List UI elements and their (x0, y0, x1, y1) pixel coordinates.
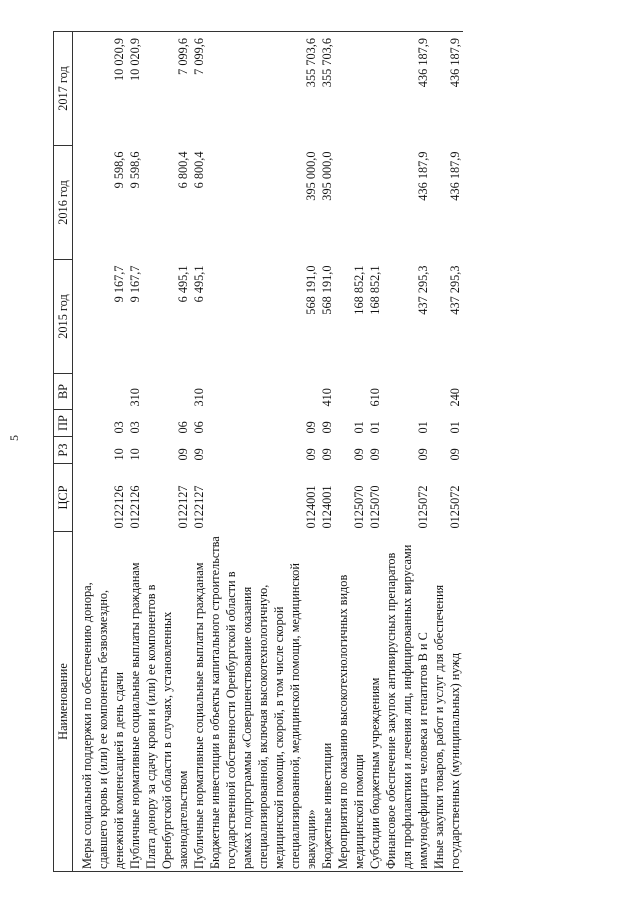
header-2015: 2015 год (54, 260, 73, 374)
cell-csr: 0125072 (416, 485, 430, 529)
cell-name: Финансовое обеспечение закупок антивирусных препаратов для профилактики и лечения лиц, инфицированных вирусами иммунодефицита человека и гепатитов В и С (383, 532, 431, 872)
cell-y2017: 10 020,9 (79, 32, 127, 146)
table-row (319, 32, 335, 872)
cell-y2017: 7 099,6 (191, 32, 207, 146)
cell-y2015: 437 295,3 (416, 265, 430, 315)
cell-rz: 09 (304, 448, 318, 461)
cell-y2015: 168 852,1 (352, 265, 366, 315)
cell-pr: 06 (192, 421, 206, 434)
table-row (431, 32, 463, 872)
cell-rz: 10 (128, 448, 142, 461)
cell-vr: 310 (192, 388, 206, 407)
cell-vr: 240 (448, 388, 462, 407)
header-2017: 2017 год (54, 32, 73, 146)
table-row (127, 32, 143, 872)
cell-y2016: 436 187,9 (416, 151, 430, 201)
cell-y2017: 355 703,6 (319, 32, 335, 146)
cell-y2016: 9 598,6 (112, 151, 126, 189)
cell-y2016: 9 598,6 (128, 151, 142, 189)
cell-csr: 0122127 (192, 485, 206, 529)
cell-y2015: 6 495,1 (192, 265, 206, 303)
cell-y2016 (367, 146, 383, 260)
table-row (79, 32, 127, 872)
cell-vr (335, 374, 367, 410)
cell-y2017: 10 020,9 (127, 32, 143, 146)
cell-name: Публичные нормативные социальные выплаты гражданам (191, 532, 207, 872)
cell-vr: 310 (128, 388, 142, 407)
cell-name: Субсидии бюджетным учреждениям (367, 532, 383, 872)
cell-pr: 03 (128, 421, 142, 434)
cell-vr (79, 374, 127, 410)
header-2016: 2016 год (54, 146, 73, 260)
cell-pr: 01 (352, 421, 366, 434)
cell-rz: 09 (368, 448, 382, 461)
table-row (367, 32, 383, 872)
cell-y2017 (367, 32, 383, 146)
cell-y2016: 395 000,0 (320, 151, 334, 201)
cell-csr: 0124001 (304, 485, 318, 529)
cell-y2016 (335, 146, 367, 260)
cell-pr: 06 (176, 421, 190, 434)
cell-name: Публичные нормативные социальные выплаты гражданам (127, 532, 143, 872)
cell-vr (383, 374, 431, 410)
cell-pr: 03 (112, 421, 126, 434)
cell-y2015: 568 191,0 (320, 265, 334, 315)
budget-table (53, 32, 625, 872)
cell-name: Бюджетные инвестиции (319, 532, 335, 872)
cell-rz: 09 (352, 448, 366, 461)
page-number: 5 (7, 435, 21, 441)
table-row (335, 32, 367, 872)
cell-vr (143, 374, 191, 410)
header-vr: ВР (54, 374, 73, 410)
table-row (383, 32, 431, 872)
cell-y2016: 6 800,4 (176, 151, 190, 189)
cell-vr: 410 (320, 388, 334, 407)
cell-rz: 09 (320, 448, 334, 461)
header-csr: ЦСР (54, 464, 73, 532)
cell-y2015: 437 295,3 (448, 265, 462, 315)
cell-y2016: 6 800,4 (192, 151, 206, 189)
header-name: Наименование (54, 532, 73, 872)
cell-pr: 09 (304, 421, 318, 434)
cell-csr: 0124001 (320, 485, 334, 529)
cell-csr: 0122126 (112, 485, 126, 529)
cell-y2015: 9 167,7 (128, 265, 142, 303)
cell-name: Плата донору за сдачу крови и (или) ее компонентов в Оренбургской области в случаях, установленных законодательством (143, 532, 191, 872)
cell-y2015: 6 495,1 (176, 265, 190, 303)
cell-name: Бюджетные инвестиции в объекты капитального строительства государственной собственности Оренбургской области в рамках подпрограммы «Совершенствование оказания специализированной, включая высокотехнологичную, медицинской помощи, скорой, в том числе скорой специализированной, медицинской помощи, медицинской эвакуации» (207, 532, 319, 872)
header-rz: РЗ (54, 437, 73, 464)
cell-rz: 09 (416, 448, 430, 461)
cell-pr: 01 (448, 421, 462, 434)
cell-y2016: 395 000,0 (304, 151, 318, 201)
cell-csr: 0125070 (352, 485, 366, 529)
cell-pr: 01 (368, 421, 382, 434)
cell-name: Мероприятия по оказанию высокотехнологичных видов медицинской помощи (335, 532, 367, 872)
cell-rz: 09 (176, 448, 190, 461)
cell-y2017 (335, 32, 367, 146)
cell-name: Меры социальной поддержки по обеспечению донора, сдавшего кровь и (или) ее компоненты безвозмездно, денежной компенсацией в день сдачи (79, 532, 127, 872)
cell-pr: 09 (320, 421, 334, 434)
cell-rz: 09 (448, 448, 462, 461)
cell-rz: 10 (112, 448, 126, 461)
header-pr: ПР (54, 410, 73, 437)
cell-rz: 09 (192, 448, 206, 461)
cell-y2017: 436 187,9 (383, 32, 431, 146)
cell-y2017: 7 099,6 (143, 32, 191, 146)
cell-csr: 0122127 (176, 485, 190, 529)
cell-y2016: 436 187,9 (448, 151, 462, 201)
cell-y2017: 355 703,6 (207, 32, 319, 146)
cell-vr: 610 (368, 388, 382, 407)
cell-y2015: 9 167,7 (112, 265, 126, 303)
cell-y2015: 568 191,0 (304, 265, 318, 315)
cell-csr: 0125070 (368, 485, 382, 529)
cell-csr: 0125072 (448, 485, 462, 529)
table-body (73, 32, 464, 872)
table-row (143, 32, 191, 872)
cell-csr: 0122126 (128, 485, 142, 529)
cell-y2015: 168 852,1 (368, 265, 382, 315)
cell-vr (207, 374, 319, 410)
header-row (54, 32, 73, 872)
cell-y2017: 436 187,9 (431, 32, 463, 146)
cell-pr: 01 (416, 421, 430, 434)
table-row (191, 32, 207, 872)
cell-name: Иные закупки товаров, работ и услуг для обеспечения государственных (муниципальных) нужд (431, 532, 463, 872)
table-row (207, 32, 319, 872)
